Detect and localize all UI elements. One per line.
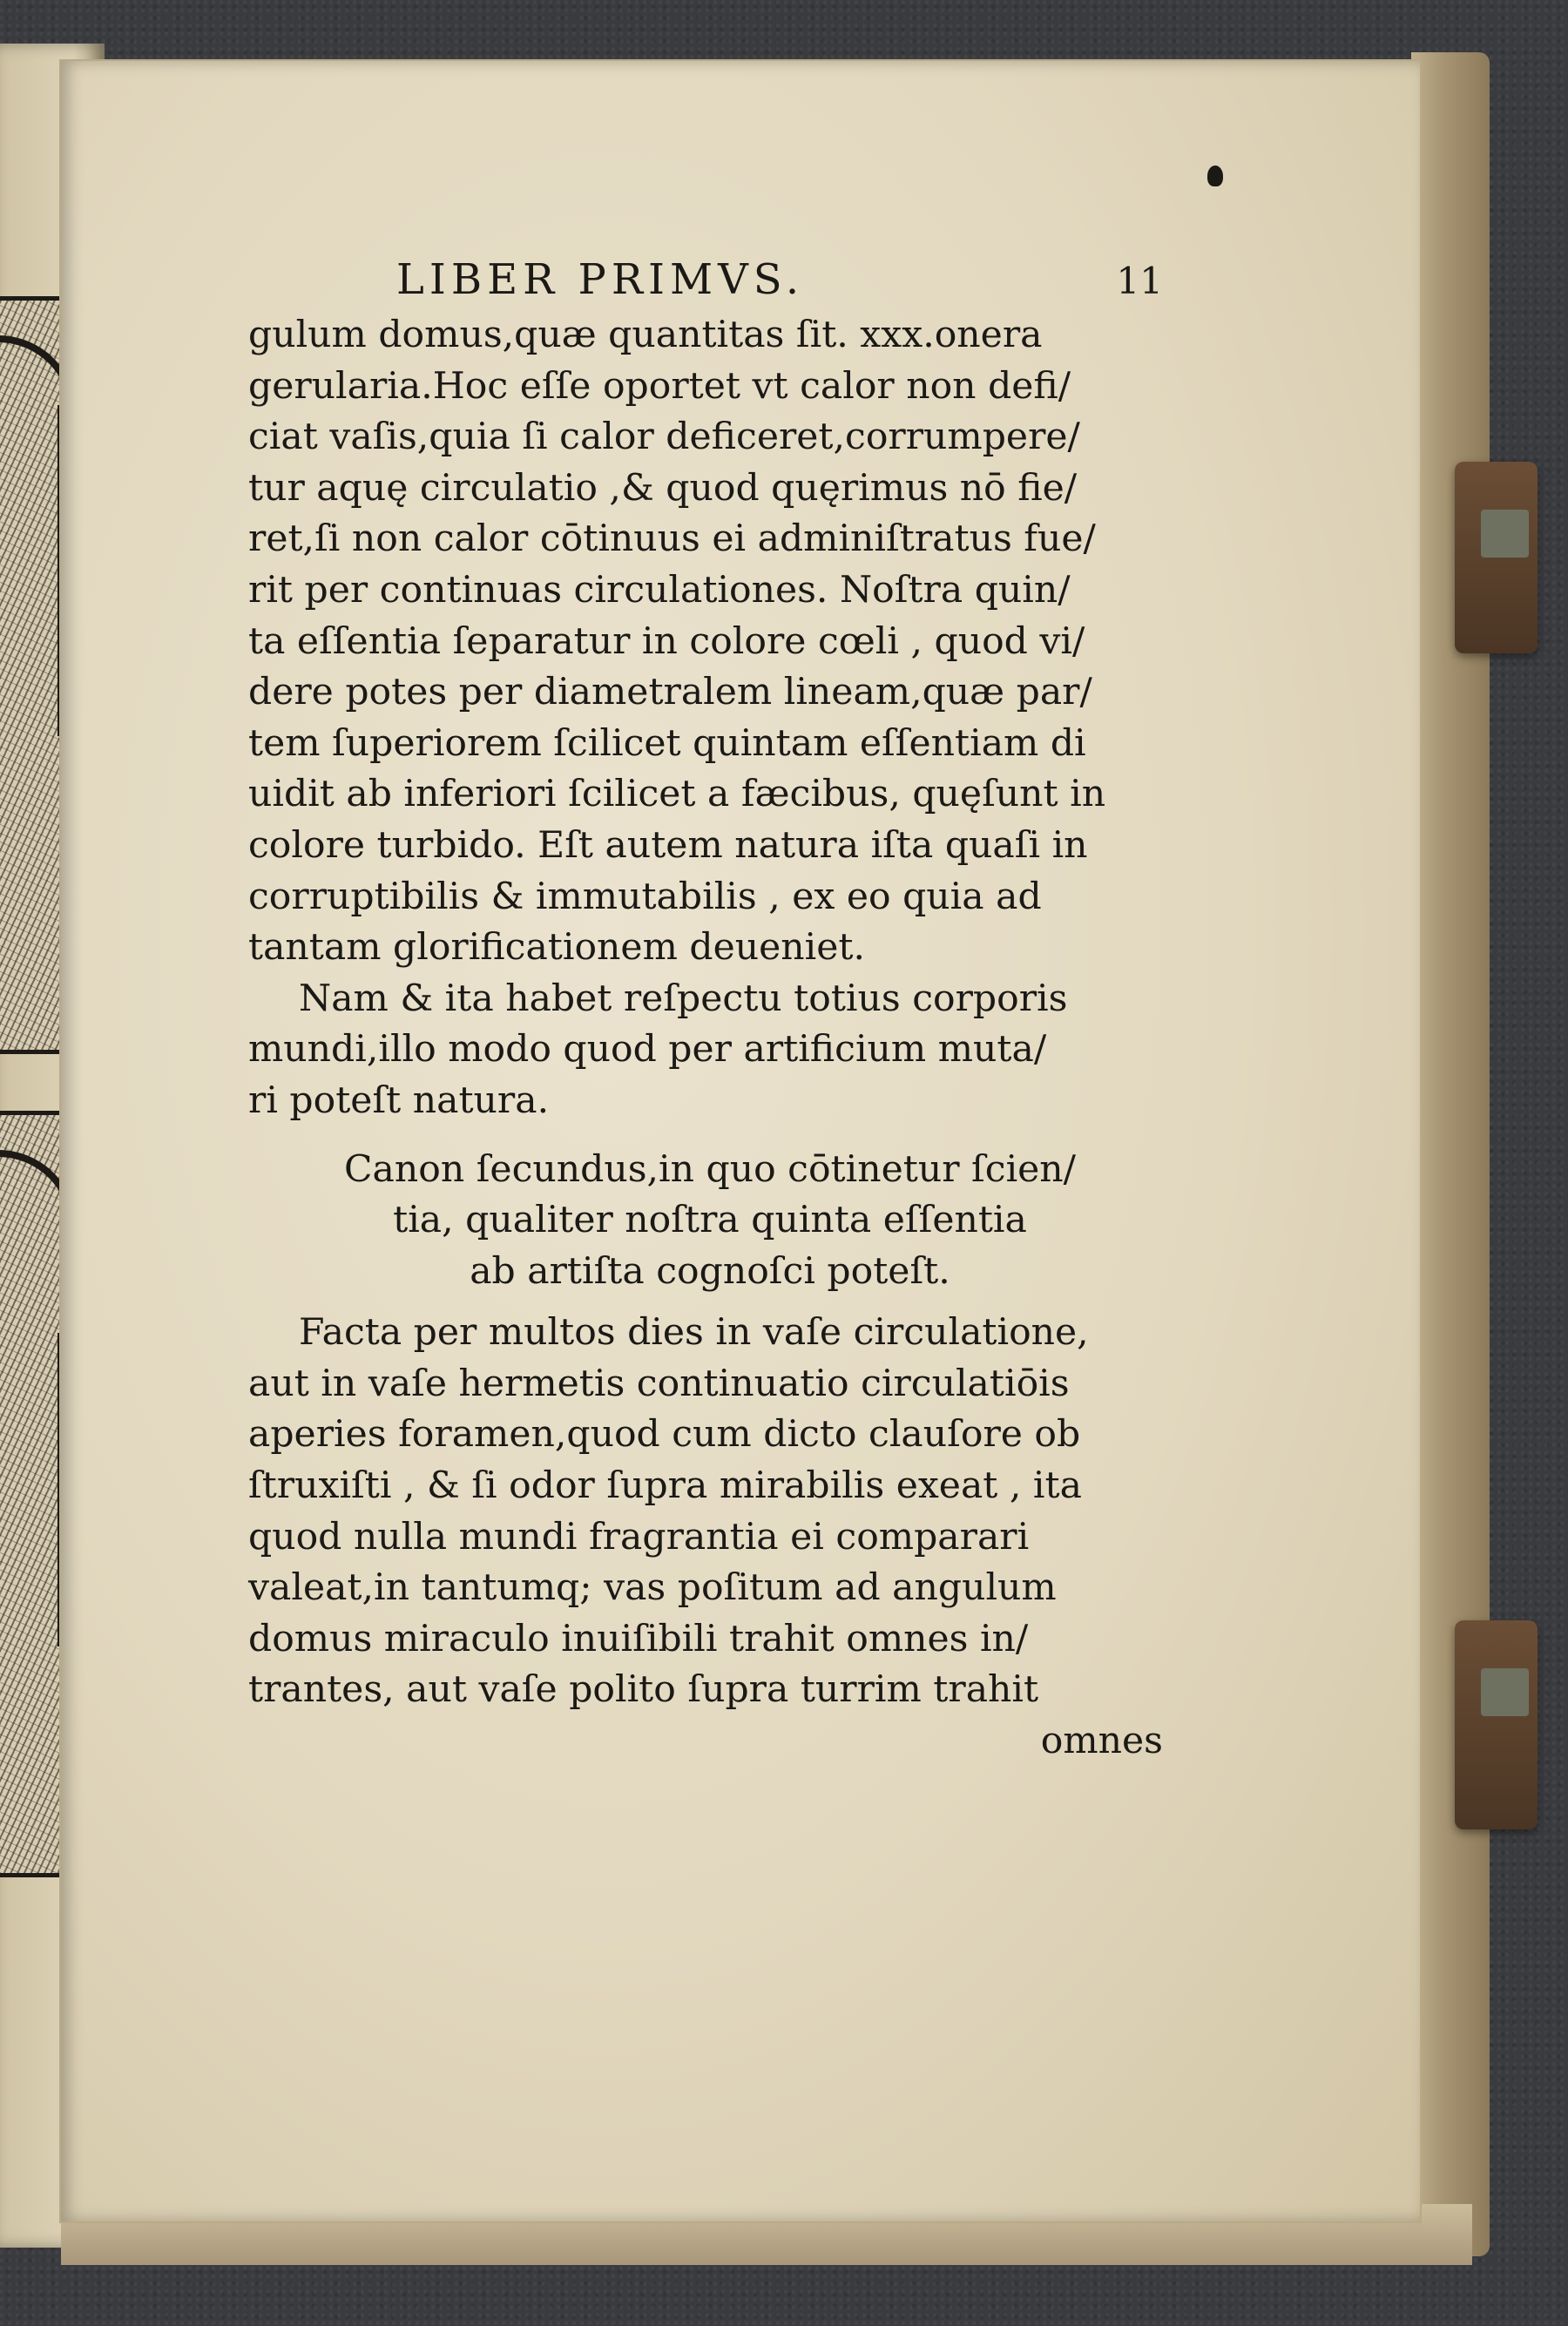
text-line: Nam & ita habet reſpectu totius corporis bbox=[299, 977, 1068, 1020]
folio-number: 11 bbox=[1116, 260, 1163, 302]
binding-clasp-upper bbox=[1455, 462, 1538, 653]
text-line: colore turbido. Eſt autem natura iſta quaſi in bbox=[248, 823, 1088, 867]
text-line: quod nulla mundi fragrantia ei comparari bbox=[248, 1515, 1030, 1559]
text-line: gerularia.Hoc eſſe oportet vt calor non defi/ bbox=[248, 364, 1071, 408]
binding-clasp-lower bbox=[1455, 1620, 1538, 1829]
text-line: ri poteſt natura. bbox=[248, 1078, 550, 1122]
text-line: trantes, aut vaſe polito ſupra turrim trahit bbox=[248, 1668, 1039, 1712]
running-head-title: LIBER PRIMVS. bbox=[396, 255, 805, 304]
text-line: ret,ſi non calor cōtinuus ei adminiſtratus fue/ bbox=[248, 517, 1096, 561]
text-line: mundi,illo modo quod per artificium muta/ bbox=[248, 1028, 1047, 1072]
heading-line: Canon ſecundus,in quo cōtinetur ſcien/ bbox=[344, 1147, 1076, 1191]
text-line: ciat vaſis,quia ſi calor deficeret,corrumpere/ bbox=[248, 416, 1080, 459]
heading-line: ab artiſta cognoſci poteſt. bbox=[470, 1249, 950, 1293]
section-heading bbox=[248, 1145, 1172, 1298]
text-line: Facta per multos dies in vaſe circulatione, bbox=[299, 1311, 1089, 1355]
text-line: uidit ab inferiori ſcilicet a fæcibus, quęſunt in bbox=[248, 773, 1106, 816]
text-line: gulum domus,quæ quantitas ſit. xxx.onera bbox=[248, 314, 1043, 356]
paragraph-1 bbox=[248, 310, 1172, 974]
paragraph-2 bbox=[248, 974, 1172, 1127]
catchword: omnes bbox=[1040, 1720, 1163, 1763]
text-line: dere potes per diametralem lineam,quæ par/ bbox=[248, 671, 1092, 714]
text-line: domus miraculo inuiſibili trahit omnes in/ bbox=[248, 1617, 1029, 1660]
text-line: rit per continuas circulationes. Noſtra quin/ bbox=[248, 568, 1071, 612]
running-head bbox=[248, 253, 1172, 308]
clasp-tab bbox=[1481, 1668, 1529, 1716]
text-line: tantam glorificationem deueniet. bbox=[248, 926, 865, 970]
text-line: ſtruxiſti , & ſi odor ſupra mirabilis exeat , ita bbox=[248, 1464, 1082, 1508]
heading-line: tia, qualiter noſtra quinta eſſentia bbox=[393, 1199, 1027, 1242]
ink-ornament bbox=[1207, 166, 1223, 186]
text-line: aut in vaſe hermetis continuatio circulatiōis bbox=[248, 1362, 1070, 1405]
paragraph-3 bbox=[248, 1308, 1172, 1716]
page-text bbox=[248, 253, 1172, 1768]
text-line: ta eſſentia ſeparatur in colore cœli , quod vi/ bbox=[248, 619, 1085, 663]
text-line: aperies foramen,quod cum dicto clauſore ob bbox=[248, 1413, 1081, 1457]
clasp-tab bbox=[1481, 510, 1529, 558]
page-fore-edge bbox=[1411, 52, 1490, 2256]
text-line: valeat,in tantumq; vas poſitum ad angulum bbox=[248, 1566, 1057, 1610]
text-line: tur aquę circulatio ,& quod quęrimus nō fie/ bbox=[248, 466, 1078, 510]
text-line: tem ſuperiorem ſcilicet quintam eſſentiam di bbox=[248, 721, 1086, 765]
text-line: corruptibilis & immutabilis , ex eo quia ad bbox=[248, 875, 1042, 918]
